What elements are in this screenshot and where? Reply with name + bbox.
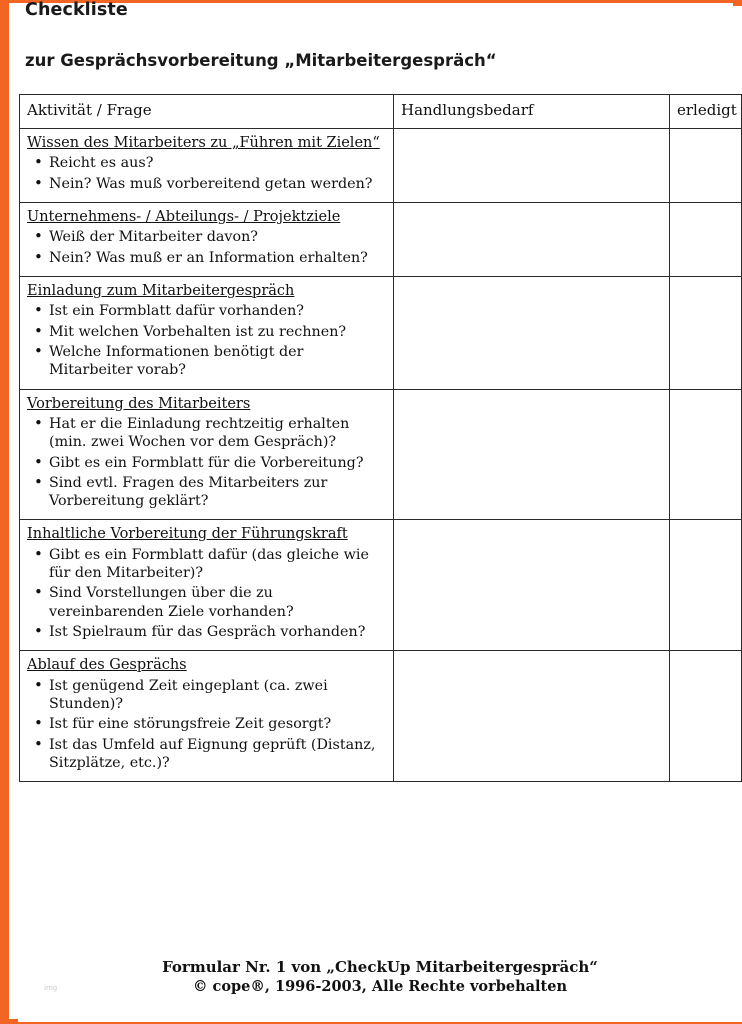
table-row xyxy=(20,202,742,276)
question-list xyxy=(27,677,387,772)
column-header-activity-label: Aktivität / Frage xyxy=(27,101,152,119)
done-cell[interactable] xyxy=(670,651,742,782)
list-item: • Gibt es ein Formblatt dafür (das gleiche wie für den Mitarbeiter)? xyxy=(47,546,387,583)
group-title: Vorbereitung des Mitarbeiters xyxy=(27,395,251,412)
group-title: Inhaltliche Vorbereitung der Führungskraft xyxy=(27,526,348,543)
action-cell[interactable] xyxy=(394,651,670,782)
question-list xyxy=(27,415,387,510)
group-title: Ablauf des Gesprächs xyxy=(27,657,187,674)
activity-cell xyxy=(20,129,394,203)
document-footer xyxy=(18,958,742,995)
table-row xyxy=(20,276,742,389)
group-title: Unternehmens- / Abteilungs- / Projektziele xyxy=(27,208,341,225)
list-item: • Sind evtl. Fragen des Mitarbeiters zur Vorbereitung geklärt? xyxy=(47,474,387,511)
action-cell-value xyxy=(394,520,669,534)
page-title: Checkliste xyxy=(25,0,128,20)
group-title: Wissen des Mitarbeiters zu „Führen mit Zielen“ xyxy=(27,135,380,151)
done-cell[interactable] xyxy=(670,276,742,389)
activity-cell xyxy=(20,276,394,389)
column-header-action xyxy=(394,95,670,129)
table-row xyxy=(20,520,742,651)
list-item: • Welche Informationen benötigt der Mitarbeiter vorab? xyxy=(47,343,387,380)
action-cell-value xyxy=(394,390,669,404)
list-item: • Nein? Was muß vorbereitend getan werden? xyxy=(47,175,387,193)
question-list xyxy=(27,302,387,379)
column-header-action-label: Handlungsbedarf xyxy=(401,101,534,119)
list-item: • Reicht es aus? xyxy=(47,154,387,172)
list-item: • Ist Spielraum für das Gespräch vorhanden? xyxy=(47,623,387,641)
question-list xyxy=(27,228,387,267)
list-item: • Nein? Was muß er an Information erhalten? xyxy=(47,249,387,267)
activity-cell xyxy=(20,651,394,782)
document-sheet xyxy=(18,0,742,1022)
done-cell[interactable] xyxy=(670,389,742,520)
done-cell-value xyxy=(670,129,741,143)
list-item: • Ist das Umfeld auf Eignung geprüft (Distanz, Sitzplätze, etc.)? xyxy=(47,736,387,773)
list-item: • Ist für eine störungsfreie Zeit gesorgt? xyxy=(47,715,387,733)
column-header-done-label: erledigt xyxy=(677,101,737,119)
activity-cell xyxy=(20,520,394,651)
action-cell-value xyxy=(394,129,669,143)
done-cell-value xyxy=(670,203,741,217)
table-row xyxy=(20,389,742,520)
question-list xyxy=(27,546,387,641)
list-item: • Gibt es ein Formblatt für die Vorbereitung? xyxy=(47,454,387,472)
checklist-table xyxy=(19,94,742,782)
table-header-row xyxy=(20,95,742,129)
action-cell[interactable] xyxy=(394,129,670,203)
action-cell-value xyxy=(394,651,669,665)
action-cell[interactable] xyxy=(394,520,670,651)
action-cell[interactable] xyxy=(394,276,670,389)
done-cell-value xyxy=(670,277,741,291)
footer-form-number: Formular Nr. 1 von „CheckUp Mitarbeitergespräch“ xyxy=(162,958,598,976)
list-item: • Ist genügend Zeit eingeplant (ca. zwei Stunden)? xyxy=(47,677,387,714)
done-cell-value xyxy=(670,520,741,534)
list-item: • Hat er die Einladung rechtzeitig erhalten (min. zwei Wochen vor dem Gespräch)? xyxy=(47,415,387,452)
column-header-done xyxy=(670,95,742,129)
list-item: • Mit welchen Vorbehalten ist zu rechnen? xyxy=(47,323,387,341)
watermark-text: img xyxy=(44,984,58,992)
action-cell[interactable] xyxy=(394,202,670,276)
action-cell-value xyxy=(394,277,669,291)
page-subtitle: zur Gesprächsvorbereitung „Mitarbeitergespräch“ xyxy=(25,51,497,70)
list-item: • Weiß der Mitarbeiter davon? xyxy=(47,228,387,246)
done-cell-value xyxy=(670,651,741,665)
done-cell[interactable] xyxy=(670,202,742,276)
done-cell[interactable] xyxy=(670,520,742,651)
action-cell-value xyxy=(394,203,669,217)
group-title: Einladung zum Mitarbeitergespräch xyxy=(27,282,295,299)
column-header-activity xyxy=(20,95,394,129)
table-row xyxy=(20,129,742,203)
done-cell[interactable] xyxy=(670,129,742,203)
footer-copyright: © cope®, 1996-2003, Alle Rechte vorbehalten xyxy=(192,978,567,995)
activity-cell xyxy=(20,202,394,276)
question-list xyxy=(27,154,387,193)
list-item: • Ist ein Formblatt dafür vorhanden? xyxy=(47,302,387,320)
table-row xyxy=(20,651,742,782)
action-cell[interactable] xyxy=(394,389,670,520)
activity-cell xyxy=(20,389,394,520)
list-item: • Sind Vorstellungen über die zu vereinbarenden Ziele vorhanden? xyxy=(47,584,387,621)
done-cell-value xyxy=(670,390,741,404)
